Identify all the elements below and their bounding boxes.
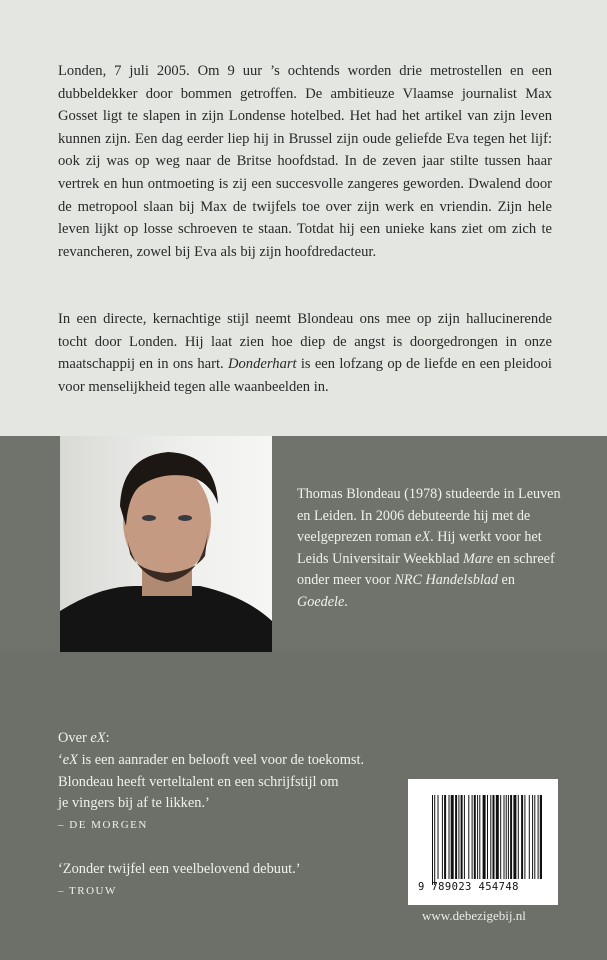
bio-title: NRC Handelsblad <box>394 572 498 589</box>
author-portrait <box>60 436 272 652</box>
quotes-heading <box>58 728 364 750</box>
bio-text: en schreef onder meer voor <box>297 550 555 589</box>
bio-title: Goedele <box>297 593 345 610</box>
synopsis-paragraph-2 <box>58 308 552 398</box>
bio-text: en <box>497 572 515 589</box>
heading-title: eX <box>90 730 106 746</box>
quote-1-line-3: je vingers bij af te likken.’ <box>58 795 210 812</box>
bio-text: . <box>344 593 348 610</box>
bio-text: . Hij werkt voor het Leids Universitair Weekblad <box>297 529 542 567</box>
quote-2-source: – TROUW <box>58 884 117 897</box>
synopsis-text: is een lofzang op de liefde en een pleidooi voor menselijkheid tegen alle waanbeelden in. <box>58 356 552 395</box>
quote-1-source: – DE MORGEN <box>58 819 148 832</box>
bio-title: eX <box>415 529 431 546</box>
bio-text: Thomas Blondeau (1978) studeerde in Leuven en Leiden. In 2006 debuteerde hij met de veelgeprezen roman <box>297 486 561 546</box>
heading-text: : <box>105 730 110 746</box>
quote-mark: ‘ <box>58 751 63 768</box>
quote-1-line-2: Blondeau heeft verteltalent en een schrijfstijl om <box>58 773 339 790</box>
author-photo <box>60 436 272 652</box>
quote-title: eX <box>62 751 78 768</box>
quote-1-line-1 <box>58 750 364 772</box>
isbn-barcode <box>408 779 558 905</box>
review-quotes <box>58 728 364 902</box>
synopsis-paragraph-1: Londen, 7 juli 2005. Om 9 uur ’s ochtends worden drie metrostellen en een dubbeldekker door bommen getroffen. De ambitieuze Vlaamse journalist Max Gosset ligt te slapen in zijn Londense hotelbed. Het had het artikel van zijn leven kunnen zijn. Een dag eerder liep hij in Brussel zijn oude geliefde Eva tegen het lijf: ook zij was op weg naar de Britse hoofdstad. In de zeven jaar stilte tussen haar vertrek en hun ontmoeting is zij een succesvolle zangeres geworden. Dwalend door de metropool slaan bij Max de twijfels toe over zijn werk en vriendin. Zijn hele leven lijkt op losse schroeven te staan. Totdat hij een unieke kans ziet om zich te revancheren, zowel bij Eva als bij zijn hoofdredacteur. <box>58 63 552 260</box>
quote-2: ‘Zonder twijfel een veelbelovend debuut.’ <box>58 860 301 877</box>
publisher-url: www.debezigebij.nl <box>422 908 526 923</box>
isbn-number: 9 789023 454748 <box>418 881 519 893</box>
book-title: Donderhart <box>227 356 297 373</box>
synopsis-text: In een directe, kernachtige stijl neemt Blondeau ons mee op zijn hallucinerende tocht door Londen. Hij laat zien hoe diep de angst is doorgedrongen in onze maatschappij en in ons hart. <box>58 311 552 373</box>
barcode-bars <box>432 795 542 885</box>
bio-title: Mare <box>463 550 494 567</box>
quote-text: is een aanrader en belooft veel voor de toekomst. <box>77 751 365 768</box>
synopsis-panel <box>0 0 607 436</box>
heading-text: Over <box>58 730 91 746</box>
author-bio <box>297 484 567 614</box>
